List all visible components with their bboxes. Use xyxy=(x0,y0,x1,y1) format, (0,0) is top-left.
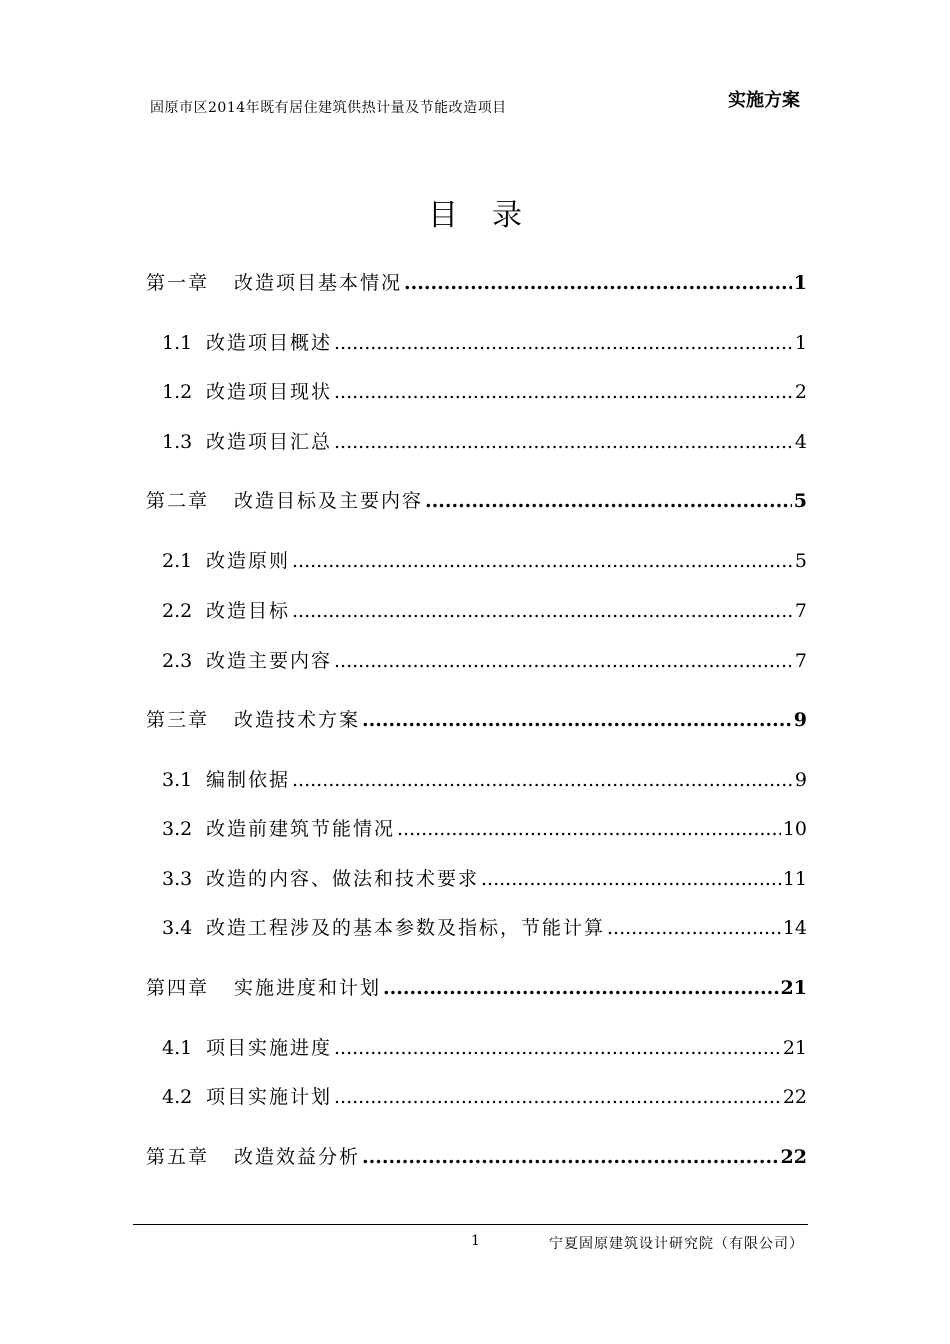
toc-entry-number: 1.2 xyxy=(162,381,193,403)
toc-entry-title: 改造项目现状 xyxy=(206,381,333,403)
footer-divider xyxy=(133,1224,808,1225)
toc-entry-title: 改造目标 xyxy=(206,600,291,622)
toc-entry-chapter-4[interactable] xyxy=(146,973,807,1000)
toc-leader-dots xyxy=(404,272,792,294)
toc-entry-title: 项目实施进度 xyxy=(206,1037,333,1059)
toc-leader-dots xyxy=(607,917,781,939)
toc-entry-title: 改造项目基本情况 xyxy=(234,272,403,294)
toc-entry-number: 2.1 xyxy=(162,550,193,572)
toc-leader-dots xyxy=(334,332,793,354)
toc-entry-section-3-3[interactable] xyxy=(162,864,807,891)
toc-entry-page: 11 xyxy=(782,868,807,890)
toc-entry-title: 改造的内容、做法和技术要求 xyxy=(206,868,480,890)
toc-entry-section-1-1[interactable] xyxy=(162,328,807,355)
toc-entry-page: 22 xyxy=(782,1086,807,1108)
toc-entry-page: 1 xyxy=(794,332,807,354)
toc-entry-number: 第五章 xyxy=(146,1146,210,1168)
toc-leader-dots xyxy=(425,490,792,512)
toc-entry-title: 改造工程涉及的基本参数及指标，节能计算 xyxy=(206,917,606,939)
toc-entry-page: 10 xyxy=(782,818,807,840)
toc-entry-section-3-2[interactable] xyxy=(162,814,807,841)
toc-entry-page: 21 xyxy=(780,977,807,999)
toc-entry-section-3-1[interactable] xyxy=(162,765,807,792)
toc-entry-section-2-1[interactable] xyxy=(162,546,807,573)
toc-entry-chapter-1[interactable] xyxy=(146,268,807,295)
toc-entry-page: 5 xyxy=(794,550,807,572)
footer-organization: 宁夏固原建筑设计研究院（有限公司） xyxy=(549,1236,804,1252)
toc-entry-chapter-3[interactable] xyxy=(146,705,807,732)
toc-entry-number: 1.1 xyxy=(162,332,193,354)
toc-entry-section-4-1[interactable] xyxy=(162,1033,807,1060)
toc-leader-dots xyxy=(292,600,793,622)
toc-entry-number: 第三章 xyxy=(146,709,210,731)
toc-entry-number: 3.2 xyxy=(162,818,193,840)
header-doc-type: 实施方案 xyxy=(728,90,800,111)
toc-entry-number: 3.1 xyxy=(162,769,193,791)
toc-leader-dots xyxy=(362,1146,779,1168)
toc-leader-dots xyxy=(362,709,792,731)
toc-entry-section-1-3[interactable] xyxy=(162,427,807,454)
toc-leader-dots xyxy=(383,977,779,999)
toc-entry-title: 改造前建筑节能情况 xyxy=(206,818,396,840)
toc-entry-title: 改造原则 xyxy=(206,550,291,572)
toc-leader-dots xyxy=(292,550,793,572)
toc-entry-page: 4 xyxy=(794,431,807,453)
toc-entry-title: 项目实施计划 xyxy=(206,1086,333,1108)
toc-entry-number: 4.1 xyxy=(162,1037,193,1059)
toc-entry-number: 第二章 xyxy=(146,490,210,512)
header-project-title: 固原市区2014年既有居住建筑供热计量及节能改造项目 xyxy=(150,100,507,116)
toc-entry-page: 7 xyxy=(794,650,807,672)
toc-entry-number: 4.2 xyxy=(162,1086,193,1108)
toc-entry-section-2-2[interactable] xyxy=(162,596,807,623)
toc-entry-title: 改造项目概述 xyxy=(206,332,333,354)
toc-entry-title: 编制依据 xyxy=(206,769,291,791)
toc-entry-page: 9 xyxy=(794,769,807,791)
toc-entry-title: 实施进度和计划 xyxy=(234,977,382,999)
toc-entry-section-4-2[interactable] xyxy=(162,1082,807,1109)
toc-leader-dots xyxy=(334,431,793,453)
toc-entry-page: 22 xyxy=(780,1146,807,1168)
toc-entry-title: 改造效益分析 xyxy=(234,1146,361,1168)
toc-entry-number: 2.3 xyxy=(162,650,193,672)
toc-entry-page: 9 xyxy=(793,709,807,731)
toc-entry-page: 14 xyxy=(782,917,807,939)
toc-entry-number: 1.3 xyxy=(162,431,193,453)
toc-entry-section-1-2[interactable] xyxy=(162,377,807,404)
toc-leader-dots xyxy=(481,868,781,890)
toc-leader-dots xyxy=(334,1037,781,1059)
toc-entry-number: 3.4 xyxy=(162,917,193,939)
toc-entry-page: 2 xyxy=(794,381,807,403)
toc-leader-dots xyxy=(292,769,793,791)
toc-entry-page: 21 xyxy=(782,1037,807,1059)
toc-entry-chapter-2[interactable] xyxy=(146,486,807,513)
toc-entry-page: 1 xyxy=(793,272,807,294)
toc-entry-number: 3.3 xyxy=(162,868,193,890)
toc-leader-dots xyxy=(334,381,793,403)
toc-entry-number: 第四章 xyxy=(146,977,210,999)
toc-entry-section-2-3[interactable] xyxy=(162,646,807,673)
toc-leader-dots xyxy=(334,650,793,672)
toc-entry-title: 改造项目汇总 xyxy=(206,431,333,453)
toc-entry-number: 第一章 xyxy=(146,272,210,294)
toc-entry-number: 2.2 xyxy=(162,600,193,622)
toc-leader-dots xyxy=(397,818,781,840)
toc-entry-title: 改造技术方案 xyxy=(234,709,361,731)
toc-entry-page: 7 xyxy=(794,600,807,622)
toc-leader-dots xyxy=(334,1086,781,1108)
footer-page-number: 1 xyxy=(471,1233,480,1249)
toc-entry-page: 5 xyxy=(793,490,807,512)
toc-title: 目录 xyxy=(428,198,556,233)
toc-entry-title: 改造目标及主要内容 xyxy=(234,490,424,512)
toc-entry-title: 改造主要内容 xyxy=(206,650,333,672)
toc-entry-section-3-4[interactable] xyxy=(162,913,807,940)
toc-entry-chapter-5[interactable] xyxy=(146,1142,807,1169)
